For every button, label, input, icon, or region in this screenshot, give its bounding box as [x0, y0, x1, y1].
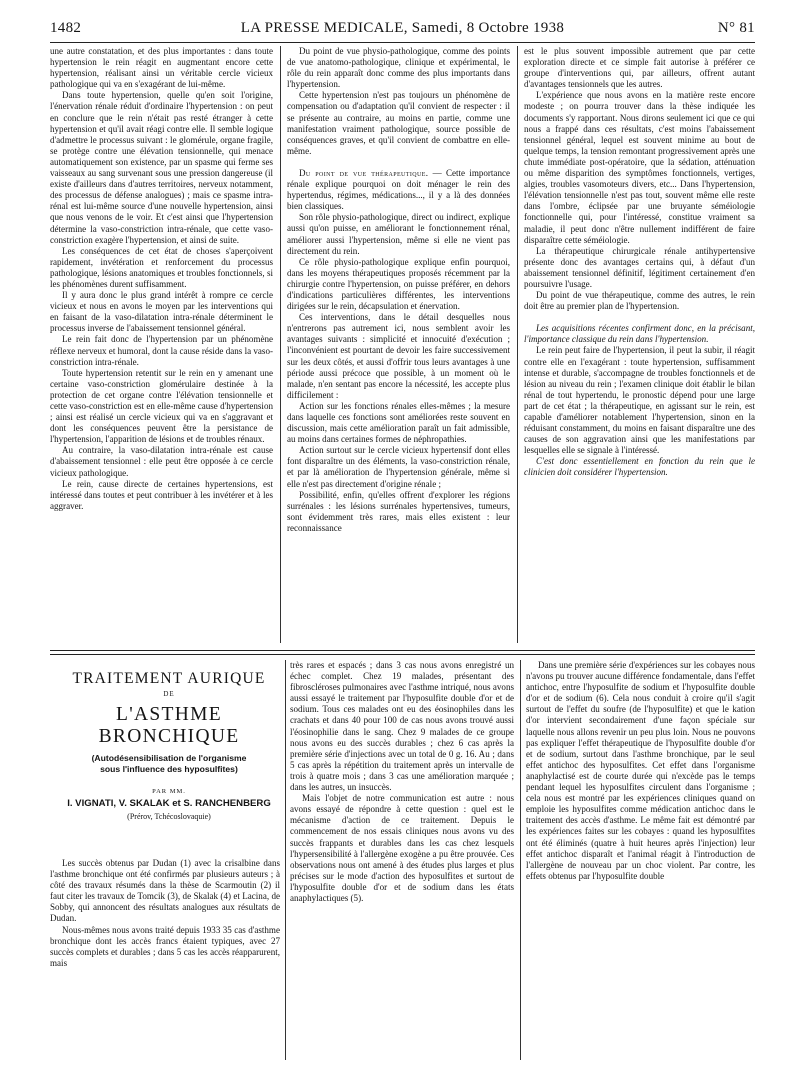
- subtitle-line: (Autodésensibilisation de l'organisme: [91, 753, 247, 763]
- header-rule: [50, 42, 755, 43]
- bottom-column-2: [290, 660, 514, 1060]
- paragraph: Le rein, cause directe de certaines hypertensions, est intéressé dans toutes et peut contribuer à les invétérer et à les aggraver.: [50, 478, 273, 511]
- paragraph: Ce rôle physio-pathologique explique enfin pourquoi, dans les moyens thérapeutiques proposés récemment par la chirurgie contre l'hypertension, on puisse préférer, en dehors d'indications particulières différentes, les interventions dirigées sur le rein, décapsulation et énervation.: [287, 256, 510, 312]
- therapeutic-paragraph: [287, 168, 510, 212]
- paragraph: Les succès obtenus par Dudan (1) avec la crisalbine dans l'asthme bronchique ont été confirmés par plusieurs auteurs ; à côté des travaux résumés dans la thèse de Scarmoutin (2) il faut citer les travaux de Tomcik (3), de Skalak (4) et Lacina, de Sobby, qui annoncent des résultats analogues aux résultats de Dudan.: [50, 858, 280, 924]
- paragraph: Son rôle physio-pathologique, direct ou indirect, explique aussi qu'on puisse, en améliorant le fonctionnement rénal, améliorer aussi l'hypertension, même si elle ne vient pas directement du rein.: [287, 212, 510, 256]
- paragraph: Le rein fait donc de l'hypertension par un phénomène réflexe nerveux et humoral, dont la cause réside dans la vaso-constriction intra-rénale.: [50, 334, 273, 367]
- bottom-column-3: [526, 660, 755, 1060]
- paragraph: Dans une première série d'expériences sur les cobayes nous n'avons pu trouver aucune différence fondamentale, dans l'effet antichoc, entre l'hyposulfite de sodium et l'hyposulfite double d'or et de sodium (6). Cela nous conduit à croire qu'il s'agit surtout de l'effet du soufre (de l'hyposulfite) et que le kation d'or intervient secondairement d'une façon spéciale sur laquelle nous allons revenir un peu plus loin. Nous ne pouvons pas expliquer l'effet thérapeutique de l'hyposulfite double d'or et de sodium, surtout dans l'asthme bronchique, par le seul effet antichoc des hyposulfites. Cet effet dans l'organisme anaphylactisé est de courte durée qui n'excède pas le temps pendant lequel les hyposulfites circulent dans l'organisme ; cela nous est montré par les expériences cliniques quand on emploie les hyposulfites comme médication antichoc dans le traitement des accès d'asthme. Le même fait est démontré par les expériences faites sur les cobayes : quand les hyposulfites ont été éliminés (quatre à huit heures après l'injection) leur effet antichoc disparaît et l'animal réagit à l'introduction de l'allergène de nouveau par un choc violent. Par contre, les effets obtenus par l'hyposulfite double: [526, 660, 755, 881]
- paragraph: Dans toute hypertension, quelle qu'en soit l'origine, l'énervation rénale réduit d'ordinaire l'hypertension : on peut en conclure que le rein n'était pas resté étranger à cette hypertension et qu'il avait réagi contre elle. Il semble logique d'admettre le processus suivant : le glomérule, organe fragile, se protège contre une élévation tensionnelle, qui menace automatiquement son existence, par un spasme qui ferme ses vaisseaux au sang survenant sous une pression dangereuse (il existe d'ailleurs dans d'autres territoires, nerveux notamment, des processus de défense analogues) ; mais ce spasme intra-rénal est lui-même source d'une nouvelle hypertension, ainsi que nous venons de le voir. Et c'est ainsi que l'hypertension détermine la vaso-constriction intra-rénale, que cette vaso-constriction exagère l'hypertension, et ainsi de suite.: [50, 90, 273, 245]
- page-header: [50, 20, 755, 38]
- paragraph: Il y aura donc le plus grand intérêt à rompre ce cercle vicieux et nous en avons le moyen par les interventions qui en faisant de la vaso-dilatation intra-rénale déterminent le processus inverse de l'abaissement tensionnel général.: [50, 290, 273, 334]
- paragraph: Ces interventions, dans le détail desquelles nous n'entrerons pas autrement ici, nous semblent avoir les avantages suivants : simplicité et innocuité d'exécution ; l'inconvénient est pourtant de devoir les faire successivement sur les deux côtés, et aussi d'offrir tous leurs avantages à une période aussi précoce que possible, à un moment où le malade, n'en sentant pas encore la nécessité, les accepte plus difficilement :: [287, 312, 510, 400]
- by-line: PAR MM.: [152, 788, 186, 795]
- column-divider: [285, 660, 286, 1060]
- article-title-block: [50, 670, 288, 821]
- paragraph-text: — Cette importance rénale explique pourquoi on doit ménager le rein des hypertendus, régimes, médications..., il y a là des données bien classiques.: [287, 167, 510, 212]
- author-location: (Prérov, Tchécoslovaquie): [127, 812, 211, 821]
- paragraph: Mais l'objet de notre communication est autre : nous avons essayé de répondre à cette question : quel est le mécanisme d'action de ce traitement. Depuis le commencement de nos essais cliniques nous avons vu des succès frappants et durables dans les cas chez lesquels l'hypersensibilité à l'allergène exogène a pu être prouvée. Ces observations nous ont amené à des études plus larges et plus précises sur le mode d'action des hyposulfites et surtout de l'hyposulfite double d'or et de sodium dans les états anaphylactiques (5).: [290, 793, 514, 903]
- paragraph: une autre constatation, et des plus importantes : dans toute hypertension le rein réagit en augmentant encore cette hypertension, réalisant ainsi un véritable cercle vicieux pathologique qui va en s'exagérant de lui-même.: [50, 46, 273, 90]
- page-number: 1482: [50, 20, 82, 36]
- column-divider: [520, 660, 521, 1060]
- column-divider: [517, 46, 518, 643]
- article-title-line1: TRAITEMENT AURIQUE: [72, 670, 266, 687]
- italic-conclusion: C'est donc essentiellement en fonction du rein que le clinicien doit considérer l'hypertension.: [524, 456, 755, 478]
- subtitle-line: sous l'influence des hyposulfites): [100, 764, 238, 774]
- article-title-line2: L'ASTHME BRONCHIQUE: [98, 704, 240, 747]
- section-separator: [50, 650, 755, 655]
- paragraph: Toute hypertension retentit sur le rein en y amenant une certaine vaso-constriction glomérulaire destinée à la protection de cet organe contre l'élévation tensionnelle et cette vaso-constriction est en elle-même cause d'hypertension ; ainsi est réalisé un cercle vicieux qui va en s'aggravant et dont les conséquences peuvent être la persistance de l'hypertension, l'apparition de lésions et de troubles rénaux.: [50, 367, 273, 445]
- paragraph: Action sur les fonctions rénales elles-mêmes ; la mesure dans laquelle ces fonctions sont améliorées reste souvent en discussion, mais cette amélioration paraît un fait admissible, au moins dans certaines formes de néphropathies.: [287, 400, 510, 445]
- paragraph: Du point de vue thérapeutique, comme des autres, le rein doit être au premier plan de l'hypertension.: [524, 290, 755, 312]
- paragraph: très rares et espacés ; dans 3 cas nous avons enregistré un échec complet. Chez 19 malades, présentant des fibroscléroses pulmonaires avec l'asthme intriqué, nous avons aussi essayé le traitement par l'hyposulfite double d'or et de sodium. Tous ces malades ont eu des éosinophiles dans les crachats et dans 40 pour 100 de cas nous avons trouvé aussi l'éosinophilie dans le sang. Chez 9 malades de ce groupe nous avons eu des succès durables ; chez 6 cas après la première série d'injections avec un total de 0 g. 16. Au ; dans 5 cas après la répétition du traitement après un intervalle de trois à quatre mois ; dans 3 cas une amélioration marquée ; dans les autres, un insuccès.: [290, 660, 514, 793]
- bottom-column-1: [50, 858, 280, 1058]
- authors: I. VIGNATI, V. SKALAK et S. RANCHENBERG: [67, 798, 271, 809]
- paragraph: est le plus souvent impossible autrement que par cette exploration directe et ce simple fait autorise à préférer ce groupe d'interventions qui, par ailleurs, offrent autant d'avantages tensionnels que les autres.: [524, 46, 755, 90]
- paragraph: Action surtout sur le cercle vicieux hypertensif dont elles font disparaître un des éléments, la vaso-constriction rénale, et par là amélioration de l'hypertension générale, même si elle n'est pas directement d'origine rénale ;: [287, 445, 510, 489]
- article-title-de: DE: [163, 690, 175, 698]
- paragraph: Du point de vue physio-pathologique, comme des points de vue anatomo-pathologique, clinique et expérimental, le rôle du rein apparaît donc comme des plus importants dans l'hypertension.: [287, 46, 510, 90]
- paragraph: Cette hypertension n'est pas toujours un phénomène de compensation ou d'adaptation qu'il convient de respecter : il se présente au contraire, au moins en partie, comme une manifestation vraiment pathologique, source possible de conséquences graves, et qu'il convient de combattre en elle-même.: [287, 90, 510, 156]
- paragraph: Possibilité, enfin, qu'elles offrent d'explorer les régions surrénales : les lésions surrénales hypertensives, tumeurs, sont évidemment très rares, mais elles existent : leur reconnaissance: [287, 489, 510, 533]
- top-column-3: [524, 46, 755, 643]
- issue-number: N° 81: [717, 20, 755, 36]
- paragraph: Au contraire, la vaso-dilatation intra-rénale est cause d'abaissement tensionnel : elle peut être opposée à ce cercle vicieux pathologique.: [50, 445, 273, 478]
- journal-title: LA PRESSE MEDICALE, Samedi, 8 Octobre 1938: [240, 20, 565, 36]
- top-column-1: [50, 46, 273, 643]
- paragraph: Le rein peut faire de l'hypertension, il peut la subir, il réagit contre elle en l'exagérant : toute hypertension, suffisamment intense et durable, s'accompagne de troubles fonctionnels et de lésion au niveau du rein ; l'examen clinique doit établir le bilan rénal de tout hypertendu, le pronostic dépend pour une large part de cet état ; la thérapeutique, en agissant sur le rein, est capable d'améliorer notablement l'hypertension, sinon en la réduisant constamment, du moins en faisant disparaître une des causes de son aggravation ainsi que les manifestations par lesquelles elle se signale à l'intéressé.: [524, 345, 755, 456]
- paragraph: L'expérience que nous avons en la matière reste encore modeste ; on pourra trouver dans la thèse indiquée les documents s'y rapportant. Nous dirons seulement ici que ce qui nous a frappé dans ces résultats, c'est moins l'abaissement tensionnel général, lequel est souvent minime au bout de quelque temps, la tension remontant progressivement après une chute immédiate post-opératoire, que la sédation, atténuation ou même disparition des symptômes fonctionnels, vertiges, algies, troubles vasomoteurs divers, etc... Dans l'hypertension, l'élévation tensionnelle n'est pas tout, souvent même elle reste dans l'ombre, éclipsée par une bruyante séméiologie fonctionnelle qui, pour l'intéressé, constitue vraiment sa maladie, il peut donc n'être nullement indifférent de faire disparaître cette séméiologie.: [524, 90, 755, 245]
- article-subtitle: [50, 753, 288, 775]
- paragraph: La thérapeutique chirurgicale rénale antihypertensive présente donc des avantages certains qui, à défaut d'un abaissement tensionnel définitif, légitiment certainement d'en poursuivre l'usage.: [524, 245, 755, 289]
- italic-conclusion: Les acquisitions récentes confirment donc, en la précisant, l'importance classique du rein dans l'hypertension.: [524, 323, 755, 345]
- column-divider: [280, 46, 281, 643]
- section-heading: Du point de vue thérapeutique.: [299, 167, 429, 178]
- top-column-2: [287, 46, 510, 643]
- paragraph: Les conséquences de cet état de choses s'aperçoivent rapidement, invétération et renforcement du processus pathologique, lésions anatomiques et troubles fonctionnels, si les phénomènes durent suffisamment.: [50, 245, 273, 289]
- paragraph: Nous-mêmes nous avons traité depuis 1933 35 cas d'asthme bronchique dont les accès francs étaient typiques, avec 27 succès complets et durables ; dans 5 cas les accès réapparurent, mais: [50, 924, 280, 968]
